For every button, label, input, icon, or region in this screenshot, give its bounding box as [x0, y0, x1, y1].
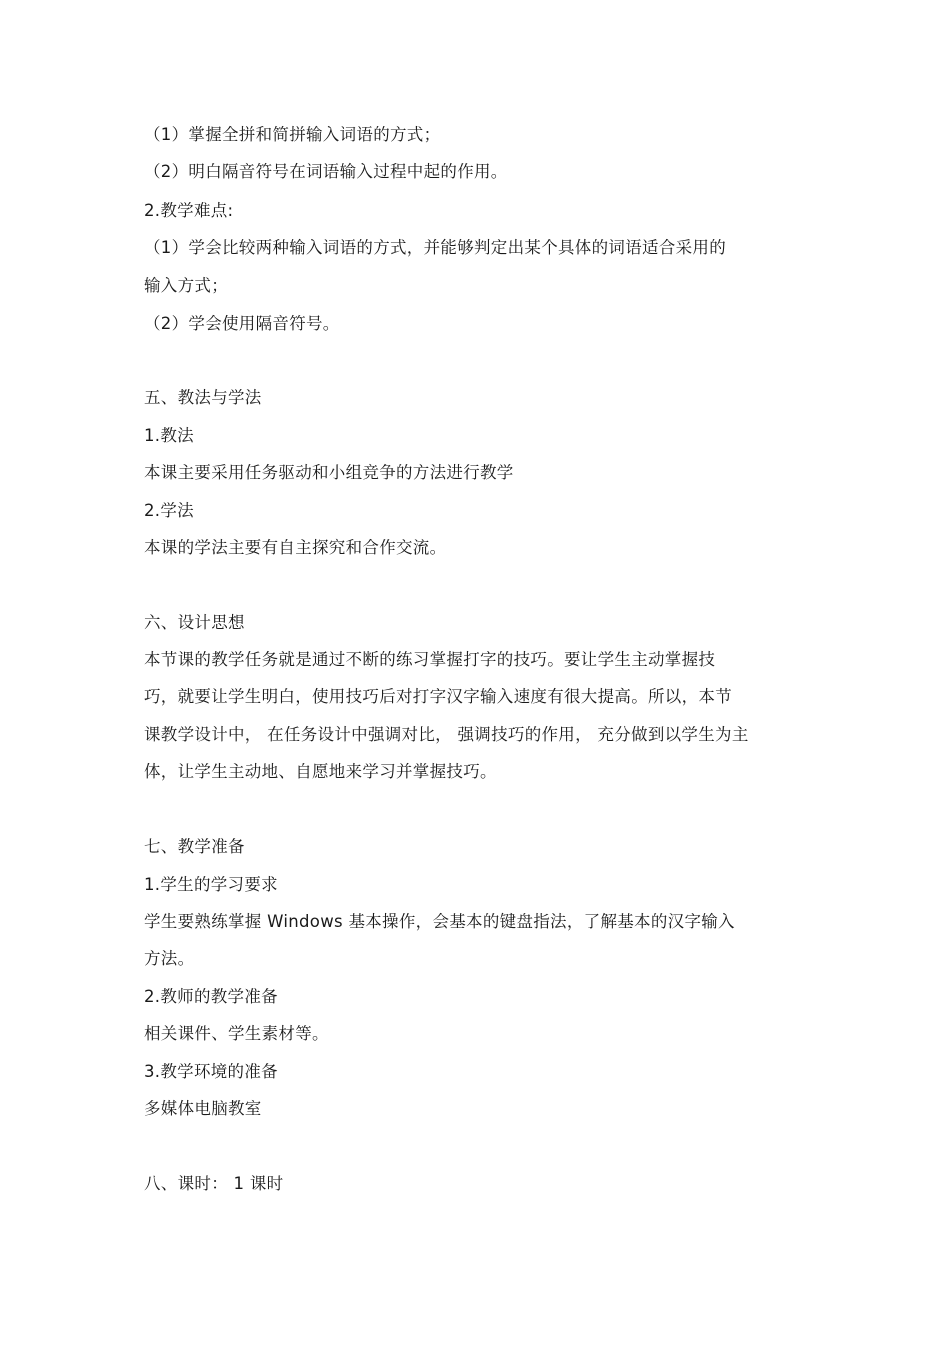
text-line: （1）掌握全拼和简拼输入词语的方式；	[144, 125, 441, 144]
section-heading: 七、教学准备	[144, 837, 245, 856]
text-line: 本节课的教学任务就是通过不断的练习掌握打字的技巧。要让学生主动掌握技	[144, 650, 716, 669]
section-subheading: 2.教师的教学准备	[144, 987, 278, 1006]
text-line: 本课的学法主要有自主探究和合作交流。	[144, 538, 447, 557]
section-heading: 八、课时： 1 课时	[144, 1174, 284, 1193]
text-line: 学生要熟练掌握 Windows 基本操作，会基本的键盘指法，了解基本的汉字输入	[144, 912, 735, 931]
text-line: 巧，就要让学生明白，使用技巧后对打字汉字输入速度有很大提高。所以，本节	[144, 687, 732, 706]
text-line: （2）明白隔音符号在词语输入过程中起的作用。	[144, 162, 508, 181]
text-line: 相关课件、学生素材等。	[144, 1024, 329, 1043]
section-subheading: 2.教学难点:	[144, 201, 234, 220]
text-line: 多媒体电脑教室	[144, 1099, 262, 1118]
text-line: 本课主要采用任务驱动和小组竞争的方法进行教学	[144, 463, 514, 482]
section-subheading: 2.学法	[144, 501, 194, 520]
section-subheading: 1.教法	[144, 426, 194, 445]
text-line: （1）学会比较两种输入词语的方式，并能够判定出某个具体的词语适合采用的	[144, 238, 726, 257]
text-line: （2）学会使用隔音符号。	[144, 314, 340, 333]
text-line: 方法。	[144, 949, 195, 968]
section-subheading: 3.教学环境的准备	[144, 1062, 278, 1081]
section-subheading: 1.学生的学习要求	[144, 875, 278, 894]
text-line: 课教学设计中， 在任务设计中强调对比， 强调技巧的作用， 充分做到以学生为主	[144, 725, 749, 744]
text-line: 输入方式；	[144, 276, 228, 295]
section-heading: 六、设计思想	[144, 613, 245, 632]
section-heading: 五、教法与学法	[144, 388, 262, 407]
text-line: 体，让学生主动地、自愿地来学习并掌握技巧。	[144, 762, 497, 781]
